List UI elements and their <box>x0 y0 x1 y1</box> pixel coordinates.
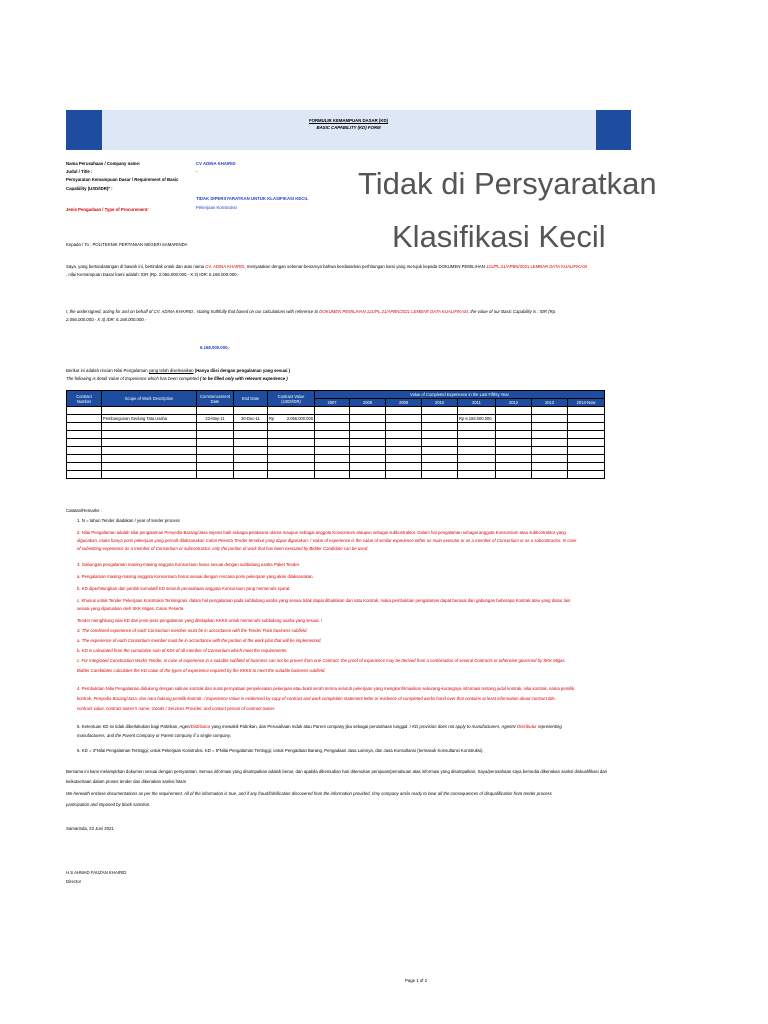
statement-en-line1 <box>66 309 556 315</box>
table-header-row-1 <box>67 391 605 399</box>
statement-id-line1 <box>66 264 587 270</box>
header-year: 2012 <box>496 399 532 407</box>
header-year: 2007 <box>315 399 350 407</box>
signatory-title: Director <box>66 879 82 884</box>
row-value-currency: Rp <box>269 416 275 421</box>
table-intro-id <box>66 368 290 374</box>
remark-3i: Bidder Candidates calculates the KD value of the types of experience required by the KKKS to meet the suitable business subfield. <box>77 668 326 673</box>
table-intro-id-a: Berikut ini adalah rincian Nilai Pengalaman <box>66 368 148 373</box>
row-scope: Pembangunan Gedung Tata Usaha <box>102 415 197 423</box>
table-intro-id-b: yang telah diselesaikan <box>148 368 194 373</box>
watermark-line-2: Klasifikasi Kecil <box>392 219 606 254</box>
remark-5-line2: manufacturers, and the Parent Company or Parent company if a single company. <box>77 733 231 738</box>
remark-3g: b. KD is calculated from the cumulative sum of KDs of all member of Consortium which meet the requirements. <box>77 648 288 653</box>
remark-3a: a. Pengalaman masing-masing anggota Konsorsium harus sesuai dengan rencana porsi pekerjaan yang akan dilaksanakan. <box>77 574 314 579</box>
field-title-label: Judul / Title : <box>66 169 93 174</box>
remark-5-a: 5. Ketentuan KD ini tidak diberlakukan bagi Pabrikan, Agen <box>77 724 190 729</box>
statement-id-line2: , nilai Kemampuan Dasar kami adalah: IDR (Rp. 2.056.000.000,- X 3) IDR: 6.168.000.000,- <box>66 272 240 277</box>
table-row <box>67 407 605 415</box>
table-row <box>67 447 605 455</box>
header-year: 2008 <box>350 399 386 407</box>
remarks-heading: Catatan/Remarks : <box>66 508 102 513</box>
signatory-name: H.S AHMAD FAUZAN KHAIRID <box>66 870 127 875</box>
remark-5-b: /Distributor <box>189 724 211 729</box>
header-years-group: Value of Completed Experience in the Last Fifthty Year <box>315 391 605 399</box>
table-row <box>67 415 605 423</box>
table-intro-en-b: ( to be filled only with relevant experience ) <box>199 376 288 381</box>
header-contract-number-2: Number <box>76 398 92 404</box>
closing-id-line2: keikutsertaan dalam proses tender dan dikenakan sanksi hitam <box>66 779 187 784</box>
header-end-date: End Date <box>234 391 268 407</box>
remark-5-c: yang mewakili Pabrikan, dan Perusahaan Induk atau Parent company jika sebagai perusahaan tunggal. / <box>211 724 411 729</box>
row-value-2011: Rp 6.168.000.000 <box>458 415 496 423</box>
table-intro-en-a: The following is detail Value of Experience which has been completed <box>66 376 199 381</box>
remark-3c-line2: sesuai yang diputuskan oleh SKK Migas. Calon Peserta <box>77 606 184 611</box>
remark-2-line2: digunakan, maka hanya porsi pekerjaan yang pernah dilaksanakan Calon Peserta Tender tersebut yang dapat digunakan; / Value of experience is the value of similar experience either as main executor or as a member of Consortium or as a subcontractor. In case <box>77 538 577 543</box>
remark-3b: b. KD diperhitungkan dari jumlah kumulatif KD seluruh perusahaan anggota Konsorsium yang memenuhi syarat. <box>77 586 291 591</box>
header-commencement <box>197 391 234 407</box>
field-procurement-value: Pekerjaan Konstruksi <box>196 205 237 210</box>
remark-5-d: KD provision does not apply to manufacturers, Agents/ <box>412 724 516 729</box>
remark-3d: Tender menghitung nilai KD dari jenis-jenis pengalaman yang ditetapkan KKKS untuk memenuhi subbidang usaha yang sesuai. / <box>77 618 323 623</box>
closing-en-line2: participation and imposed by black sanction. <box>66 802 151 807</box>
remark-2-line3: of submitting experience as a member of Consortium or subcontractor, only the portion of work that has been executed by Bidder Candidate can be used. <box>77 546 369 551</box>
closing-id-line1: Bersama ini kami melampirkan dokumen sesuai dengan persyaratan. Semua informasi yang disampaikan adalah benar, dan apabila dikemudian hari ditemukan penipuan/pemalsuan atas informasi yang disampaikan, Saya/perusahaan saya bersedia dikenakan sanksi diskualifikasi dari <box>66 769 608 774</box>
field-company-value: CV ADINA KHAIRID <box>196 161 236 166</box>
row-value-amount: 2.056.000.000 <box>286 416 313 421</box>
statement-id-docref: 121/PL.21/APBN/2021 LEMBAR DATA KUALIFIKASI <box>486 264 588 269</box>
header-year: 2014-Now <box>568 399 605 407</box>
field-requirement-label-2: Capability (USD/IDR)* : <box>66 186 113 191</box>
table-row <box>67 455 605 463</box>
table-row <box>67 471 605 479</box>
header-contract-number-1: Contract <box>76 393 92 399</box>
field-requirement-value: TIDAK DIPERSYARATKAN UNTUK KLASIFIKASI KECIL <box>196 196 309 201</box>
statement-id-text: Saya, yang bertandatangan di bawah ini, bertindak untuk dan atas nama <box>66 264 205 269</box>
statement-id-text-2: , menyatakan dengan sebenar-benarnya bahwa berdasarkan perhitungan kami yang merujuk kepada DOKUMEN PEMILIHAN <box>244 264 485 269</box>
header-year: 2011 <box>458 399 496 407</box>
remark-3e: 3. The combined experience of each Consortium member must be in accordance with the Tender Pack business subfield. <box>77 628 308 633</box>
header-commencement-1: Commencement <box>199 393 231 399</box>
remark-5-line1 <box>77 724 562 730</box>
remark-3h: c. For Integrated Construction Works Tender, in case of experience in a suitable subfield of business can not be proven from one Contract, the proof of experience may be derived from a combination of several Contracts or otherwise governed by SKK Migas. <box>77 658 566 663</box>
table-row <box>67 463 605 471</box>
header-contract-value <box>268 391 315 407</box>
remark-3f: a. The experience of each Consortium member must be in accordance with the portion of the work plan that will be implemented. <box>77 638 322 643</box>
form-title: FORMULIR KEMAMPUAN DASAR (KD) <box>308 118 388 123</box>
page-number: Page 1 of 2 <box>405 978 427 983</box>
statement-id-company: CV. ADINA KHAIRID <box>205 264 245 269</box>
remark-1: 1. N = tahun Tender diadakan / year of tender process <box>77 518 180 523</box>
header-year: 2009 <box>386 399 422 407</box>
statement-en-line2: 2.056.000.000,- X 3) IDR: 6.168.000.000,- <box>66 317 147 322</box>
field-procurement-label: Jenis Pengadaan / Type of Procurement: <box>66 207 149 212</box>
field-requirement-label-1: Persyaratan Kemampuan Dasar / Requirement of Basic <box>66 177 179 182</box>
table-intro-en <box>66 376 288 382</box>
header-scope: Scope of Work Description <box>102 391 197 407</box>
statement-en-text: I, the undersigned, acting for and on behalf of CV. ADINA KHAIRID , stating truthfully that based on our calculations with reference to <box>66 309 319 314</box>
field-company-label: Nama Perusahaan / Company name: <box>66 161 141 166</box>
table-row <box>67 431 605 439</box>
remark-6: 6. KD = 3*Nilai Pengalaman Tertinggi; untuk Pekerjaan Konstruksi. KD = 5*Nilai Pengalaman Tertinggi; untuk Pengadaan Barang, Pengadaan Jasa Lainnya, dan Jasa Konsultansi (termasuk Konsultansi Konstruksi). <box>77 748 484 753</box>
header-year: 2013 <box>532 399 568 407</box>
remark-5-f: representing <box>537 724 562 729</box>
header-contract-value-1: Contract Value <box>277 393 305 399</box>
header-year: 2010 <box>422 399 458 407</box>
form-subtitle: BASIC CAPABILITY (KD) FORM <box>316 125 381 130</box>
remark-3c-line1: c. Khusus untuk Tender Pekerjaan Konstruksi Terintegrasi, dalam hal pengalaman pada subbidang usaha yang sesuai tidak dapat dibuktikan dari satu Kontrak, maka pembuktian pengalaman dapat berasal dari gabungan beberapa Kontrak atau yang diatur lain <box>77 598 571 603</box>
header-contract-number <box>67 391 102 407</box>
row-commencement: 23-May-11 <box>197 415 234 423</box>
recipient: Kepada / To : POLITEKNIK PERTANIAN NEGERI SAMARINDA <box>66 242 188 247</box>
row-end-date: 30-Dec-11 <box>234 415 268 423</box>
statement-en-text-2: the value of our Basic Capability is : IDR (Rp. <box>470 309 557 314</box>
experience-table <box>66 390 605 479</box>
remark-4-line3: contract value, contract owner's name, Goods / Services Provider, and contact person of contract owner. <box>77 706 276 711</box>
closing-en-line1: We herewith enclose documentations as per the requirement. All of the information is true, and if any fraud/falsification discovered from the information provided, I/my company am/is ready to bear all the consequences of disqualification from tender process <box>66 791 552 796</box>
table-row <box>67 439 605 447</box>
remark-3: 3. Gabungan pengalaman masing-masing anggota Konsorsium harus sesuai dengan subbidang usaha Paket Tender. <box>77 562 301 567</box>
watermark-line-1: Tidak di Persyaratkan <box>358 166 657 201</box>
remark-2-line1: 2. Nilai Pengalaman adalah nilai pengalaman Penyedia Barang/Jasa sejenis baik sebagai pelaksana utama maupun sebagai anggota Konsorsium ataupun sebagai subkontraktor. Dalam hal pengalaman sebagai anggota Konsorsium atau subkontraktor yang <box>77 530 566 535</box>
capability-amount: 6.168.000.000,- <box>200 345 231 350</box>
field-title-value: - <box>196 169 198 174</box>
table-intro-id-c: (Hanya diisi dengan pengalaman yang sesuai ) <box>194 368 291 373</box>
remark-5-e: Distributor <box>517 724 537 729</box>
header-contract-value-2: (USD/IDR) <box>281 398 301 404</box>
remark-4-line2: kontrak, Penyedia Barang/Jasa, dan nara hubung pemilik kontrak. / Experience Value is evidenced by copy of contract and work completion statement letter or evidence of completed works hand over that contains at least information about contract title, <box>77 696 556 701</box>
place-date: Samarinda, 23 Juni 2021 <box>66 826 114 831</box>
remark-4-line1: 4. Pembuktian Nilai Pengalaman didukung dengan salinan kontrak dan surat pernyataan penyelesaian pekerjaan atau bukti serah terima seluruh pekerjaan yang mengkonfirmasikan sekurang-kurangnya informasi tentang judul kontrak, nilai kontrak, nama pemilik <box>77 686 575 691</box>
table-row <box>67 423 605 431</box>
row-value <box>268 415 315 423</box>
statement-en-docref: DOKUMEN PEMILIHAN 121/PL.21/APBN/2021 LEMBAR DATA KUALIFIKASI, <box>319 309 470 314</box>
header-commencement-2: Date <box>210 398 220 404</box>
